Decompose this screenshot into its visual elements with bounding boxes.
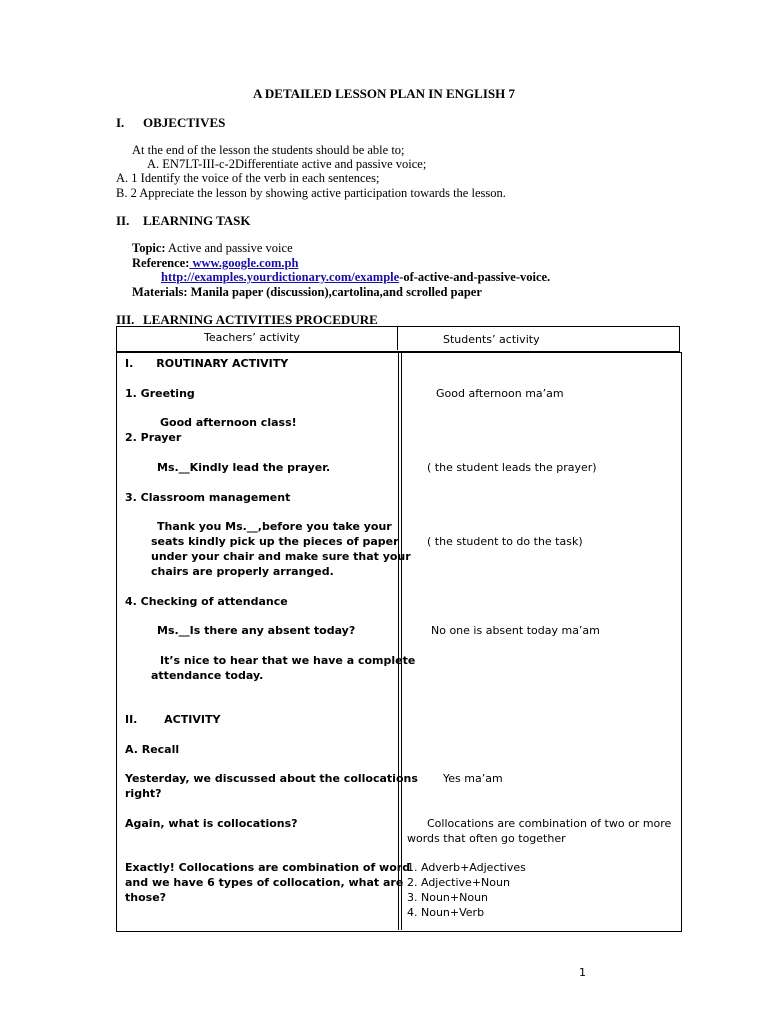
procedure-number: III. [116, 312, 135, 327]
greeting-heading: 1. Greeting [125, 387, 195, 400]
reference-link-google[interactable]: www.google.com.ph [189, 256, 299, 270]
reference-link-dictionary[interactable]: http://examples.yourdictionary.com/example [161, 270, 400, 284]
topic-value: Active and passive voice [165, 241, 293, 255]
teacher-attendance-3: attendance today. [151, 669, 264, 682]
topic-line [132, 241, 293, 256]
collocation-type: 1. Adverb+Adjectives [407, 861, 526, 874]
student-greeting: Good afternoon ma’am [436, 387, 564, 400]
teacher-greeting: Good afternoon class! [160, 416, 297, 429]
topic-label: Topic: [132, 241, 166, 255]
activity-heading: II. ACTIVITY [125, 713, 221, 726]
student-collocations-1: Collocations are combination of two or more [427, 817, 672, 830]
objectives-heading: OBJECTIVES [143, 115, 226, 130]
column-teacher-activity: Teachers’ activity [204, 331, 300, 344]
activity-table-divider-2 [401, 352, 402, 930]
teacher-yesterday-2: right? [125, 787, 162, 800]
teacher-yesterday-1: Yesterday, we discussed about the collocations [125, 772, 418, 785]
recall-heading: A. Recall [125, 743, 180, 756]
activity-table [116, 352, 682, 932]
attendance-heading: 4. Checking of attendance [125, 595, 288, 608]
teacher-management-2: seats kindly pick up the pieces of paper [151, 535, 399, 548]
materials-line: Materials: Manila paper (discussion),cartolina,and scrolled paper [132, 285, 482, 299]
teacher-prayer: Ms.__Kindly lead the prayer. [157, 461, 331, 474]
objective-1: A. 1 Identify the voice of the verb in each sentences; [116, 171, 380, 185]
reference-line-2 [161, 270, 550, 285]
collocation-type: 2. Adjective+Noun [407, 876, 510, 889]
teacher-management-3: under your chair and make sure that your [151, 550, 411, 563]
reference-line [132, 256, 298, 271]
teacher-again: Again, what is collocations? [125, 817, 298, 830]
reference-label: Reference: [132, 256, 190, 270]
teacher-exactly-2: and we have 6 types of collocation, what are [125, 876, 404, 889]
student-collocations-2: words that often go together [407, 832, 566, 845]
page-number: 1 [579, 966, 586, 979]
prayer-heading: 2. Prayer [125, 431, 182, 444]
task-heading: LEARNING TASK [143, 213, 251, 228]
student-yes: Yes ma’am [443, 772, 503, 785]
student-prayer: ( the student leads the prayer) [427, 461, 597, 474]
objective-a: A. EN7LT-III-c-2Differentiate active and passive voice; [147, 157, 427, 171]
table-header-divider [397, 326, 398, 350]
teacher-management-1: Thank you Ms.__,before you take your [157, 520, 392, 533]
objective-2: B. 2 Appreciate the lesson by showing active participation towards the lesson. [116, 186, 506, 200]
collocation-type: 3. Noun+Noun [407, 891, 489, 904]
teacher-exactly-1: Exactly! Collocations are combination of word [125, 861, 411, 874]
page-title: A DETAILED LESSON PLAN IN ENGLISH 7 [253, 86, 515, 101]
teacher-attendance-2: It’s nice to hear that we have a complete [160, 654, 416, 667]
teacher-attendance-1: Ms.__Is there any absent today? [157, 624, 356, 637]
classroom-management-heading: 3. Classroom management [125, 491, 291, 504]
task-number: II. [116, 213, 130, 228]
activity-table-divider [398, 352, 399, 930]
teacher-exactly-3: those? [125, 891, 167, 904]
objectives-number: I. [116, 115, 125, 130]
student-absent: No one is absent today ma’am [431, 624, 600, 637]
table-header [116, 326, 680, 352]
procedure-heading: LEARNING ACTIVITIES PROCEDURE [143, 312, 378, 327]
collocation-type: 4. Noun+Verb [407, 906, 485, 919]
student-task: ( the student to do the task) [427, 535, 583, 548]
column-student-activity: Students’ activity [443, 333, 540, 346]
reference-link-suffix: -of-active-and-passive-voice. [399, 270, 551, 284]
teacher-management-4: chairs are properly arranged. [151, 565, 334, 578]
routinary-heading: I. ROUTINARY ACTIVITY [125, 357, 289, 370]
objectives-intro: At the end of the lesson the students should be able to; [132, 143, 405, 157]
